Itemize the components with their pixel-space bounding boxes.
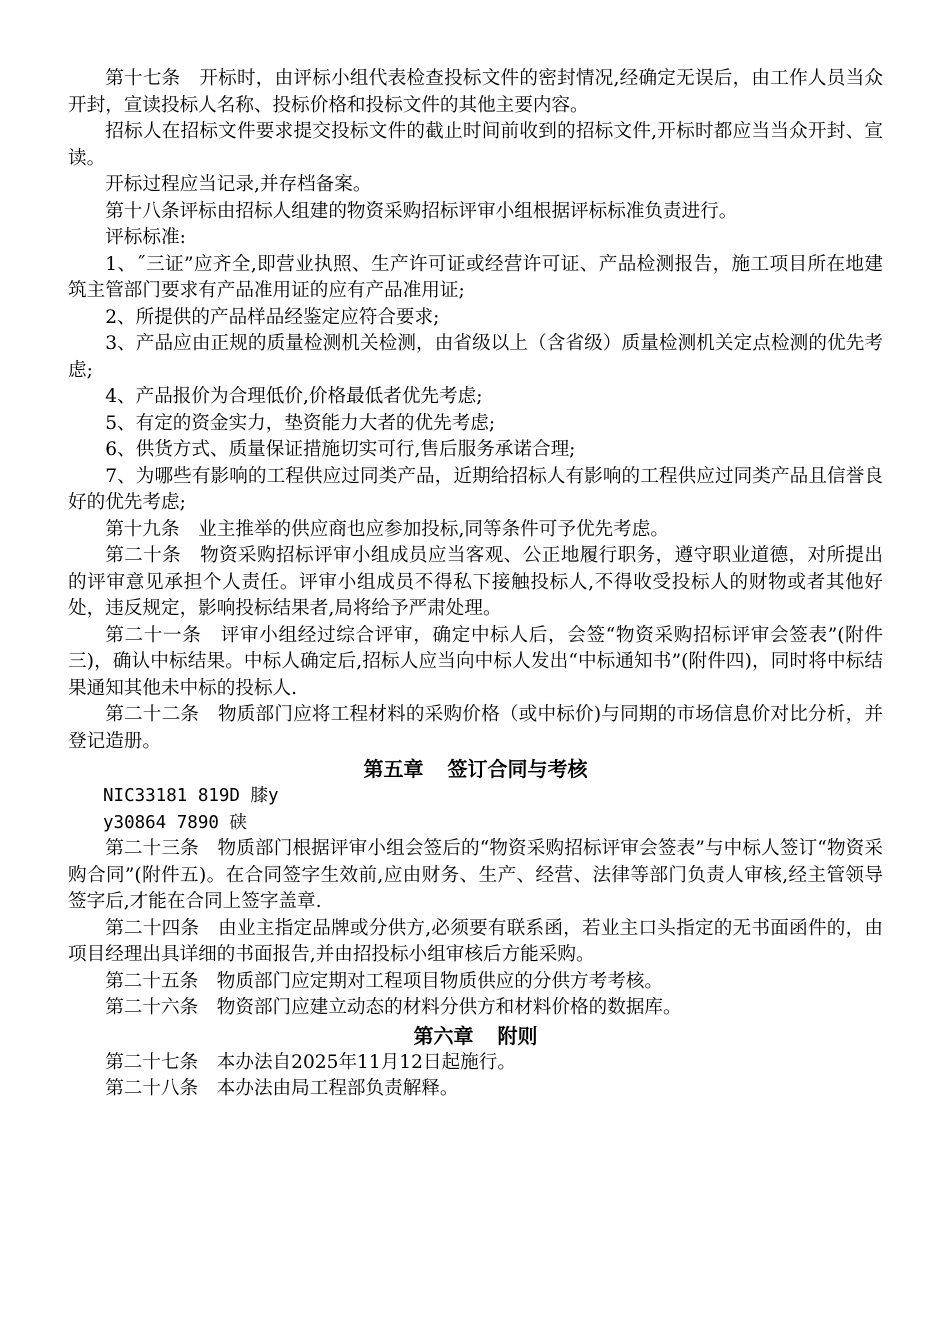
chapter-5-heading [68,755,883,783]
article-19-paragraph: 第十九条 业主推举的供应商也应参加投标,同等条件可予优先考虑。 [105,518,669,540]
criterion-6: 6、供货方式、质量保证措施切实可行,售后服务承诺合理; [105,439,576,460]
bid-opening-paragraph: 招标人在招标文件要求提交投标文件的截止时间前收到的招标文件,开标时都应当当众开封、宣读。 [68,121,883,169]
article-26-paragraph: 第二十六条 物资部门应建立动态的材料分供方和材料价格的数据库。 [105,997,682,1018]
article-24-paragraph: 第二十四条 由业主指定品牌或分供方,必须要有联系函，若业主口头指定的无书面函件的，由项目经理出具详细的书面报告,并由招投标小组审核后方能采购。 [68,917,883,965]
article-17-paragraph: 第十七条 开标时，由评标小组代表检查投标文件的密封情况,经确定无误后，由工作人员当众开封，宣读投标人名称、投标价格和投标文件的其他主要内容。 [68,68,883,116]
chapter-6-heading [68,1022,883,1050]
chapter-5-title: 签订合同与考核 [447,757,588,781]
code-line-1: NIC33181 819D 膝y [103,786,279,806]
criterion-7: 7、为哪些有影响的工程供应过同类产品，近期给招标人有影响的工程供应过同类产品且信誉良好的优先考虑; [68,465,883,513]
evaluation-criteria-heading: 评标标准: [105,227,186,248]
criterion-1: 1、˝三证”应齐全,即营业执照、生产许可证或经营许可证、产品检测报告，施工项目所在地建筑主管部门要求有产品准用证的应有产品准用证; [68,253,883,301]
article-22-paragraph: 第二十二条 物质部门应将工程材料的采购价格（或中标价)与同期的市场信息价对比分析，并登记造册。 [68,704,883,752]
article-27-paragraph: 第二十七条 本办法自2025年11月12日起施行。 [105,1051,516,1073]
article-18-paragraph: 第十八条评标由招标人组建的物资采购招标评审小组根据评标标准负责进行。 [105,200,738,222]
criterion-2: 2、所提供的产品样品经鉴定应符合要求; [105,306,440,328]
article-28-paragraph: 第二十八条 本办法由局工程部负责解释。 [105,1078,459,1099]
chapter-6-number: 第六章 [413,1023,474,1048]
criterion-4: 4、产品报价为合理低价,价格最低者优先考虑; [105,386,483,407]
chapter-6-title: 附则 [497,1023,538,1048]
code-line-2: y30864 7890 硖 [103,812,247,833]
chapter-5-number: 第五章 [363,757,424,781]
article-20-paragraph: 第二十条 物资采购招标评审小组成员应当客观、公正地履行职务，遵守职业道德，对所提出的评审意见承担个人责任。评审小组成员不得私下接触投标人,不得收受投标人的财物或者其他好处，违反规定，影响投标结果者,局将给予严肃处理。 [68,545,883,619]
criterion-5: 5、有定的资金实力，垫资能力大者的优先考虑; [105,412,496,434]
record-keeping-paragraph: 开标过程应当记录,并存档备案。 [105,174,372,195]
article-21-paragraph: 第二十一条 评审小组经过综合评审，确定中标人后，会签“物资采购招标评审会签表”(附件三)，确认中标结果。中标人确定后,招标人应当向中标人发出“中标通知书”(附件四)，同时将中标结果通知其他未中标的投标人. [68,624,883,699]
article-23-paragraph: 第二十三条 物质部门根据评审小组会签后的“物资采购招标评审会签表”与中标人签订“物资采购合同”(附件五)。在合同签字生效前,应由财务、生产、经营、法律等部门负责人审核,经主管领导签字后,才能在合同上签字盖章. [68,838,883,912]
document-page [68,66,883,1103]
criterion-3: 3、产品应由正规的质量检测机关检测，由省级以上（含省级）质量检测机关定点检测的优先考虑; [68,333,883,381]
article-25-paragraph: 第二十五条 物质部门应定期对工程项目物质供应的分供方考考核。 [105,970,664,992]
